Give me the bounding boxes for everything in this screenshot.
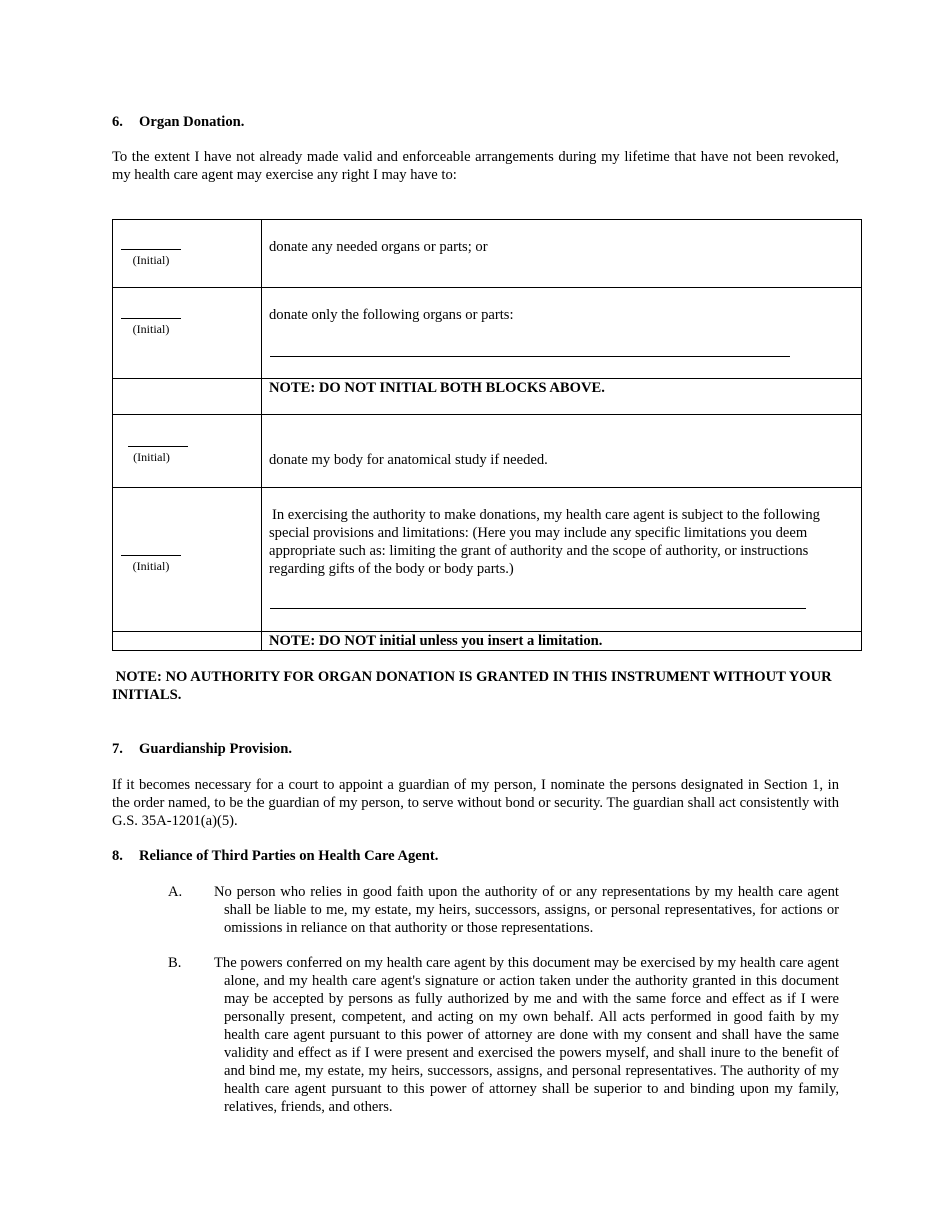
initial-cell-donate-any[interactable] <box>113 220 262 288</box>
section-8-item-b <box>168 954 839 1116</box>
initial-label: (Initial) <box>132 559 170 573</box>
item-b-text: The powers conferred on my health care agent by this document may be exercised by my health care agent alone, and my health care agent's signature or action taken under the authority granted in this document may be accepted by persons as fully authorized by me and with the same force and effect as if I were personally present, competent, and acting on my own behalf. All acts performed in good faith by my health care agent pursuant to this power of attorney are done with my consent and shall have the same validity and effect as if I were present and exercised the powers myself, and shall inure to the benefit of and bind me, my estate, my heirs, successors, assigns, and personal representatives. The authority of my health care agent pursuant to this power of attorney shall be superior to and binding upon my family, relatives, friends, and others. <box>214 955 839 1115</box>
note-limitation-text: NOTE: DO NOT initial unless you insert a limitation. <box>269 633 603 649</box>
initial-cell-limitations[interactable] <box>113 488 262 632</box>
section-6-number: 6. <box>112 114 123 130</box>
text-cell-note-both <box>262 379 862 415</box>
initial-cell-donate-only[interactable] <box>113 288 262 379</box>
initial-field[interactable] <box>121 555 181 573</box>
text-cell-donate-any <box>262 220 862 288</box>
row-donate-body <box>113 415 862 488</box>
organ-donation-warning-text: NOTE: NO AUTHORITY FOR ORGAN DONATION IS GRANTED IN THIS INSTRUMENT WITHOUT YOUR INITIALS. <box>112 669 832 703</box>
row-note-both <box>113 379 862 415</box>
initial-label: (Initial) <box>133 450 170 464</box>
empty-cell <box>113 632 262 651</box>
section-6-intro: To the extent I have not already made valid and enforceable arrangements during my lifetime that have not been revoked, my health care agent may exercise any right I may have to: <box>112 149 839 183</box>
text-cell-donate-only <box>262 288 862 379</box>
initial-field[interactable] <box>121 318 181 336</box>
limitations-text: In exercising the authority to make donations, my health care agent is subject to the following special provisions and limitations: (Here you may include any specific limitations you deem appropriate such as: limiting the grant of authority and the scope of authority, or instructions regarding gifts of the body or body parts.) <box>269 507 820 577</box>
initial-label: (Initial) <box>132 322 170 336</box>
donate-body-text: donate my body for anatomical study if needed. <box>269 452 548 468</box>
section-8-number: 8. <box>112 848 123 864</box>
initial-label: (Initial) <box>132 253 170 267</box>
row-note-limitation <box>113 632 862 651</box>
donate-only-text: donate only the following organs or parts: <box>269 307 514 323</box>
initial-cell-donate-body[interactable] <box>113 415 262 488</box>
section-8-item-a <box>168 883 839 937</box>
initial-field[interactable] <box>121 249 181 267</box>
text-cell-limitations <box>262 488 862 632</box>
section-7-title: Guardianship Provision. <box>139 741 293 757</box>
item-b-marker: B. <box>168 955 182 971</box>
text-cell-note-limitation <box>262 632 862 651</box>
section-7-number: 7. <box>112 741 123 757</box>
section-7-body: If it becomes necessary for a court to appoint a guardian of my person, I nominate the persons designated in Section 1, in the order named, to be the guardian of my person, to serve without bond or security. The guardian shall act consistently with G.S. 35A-1201(a)(5). <box>112 777 839 829</box>
empty-cell <box>113 379 262 415</box>
row-donate-any <box>113 220 862 288</box>
section-8-heading <box>112 847 438 865</box>
text-cell-donate-body <box>262 415 862 488</box>
limitations-fill-line[interactable] <box>270 608 806 609</box>
organ-donation-warning <box>112 668 852 704</box>
row-limitations <box>113 488 862 632</box>
initial-field[interactable] <box>128 446 188 464</box>
section-8-title: Reliance of Third Parties on Health Care Agent. <box>139 848 439 864</box>
item-a-marker: A. <box>168 884 183 900</box>
organs-parts-fill-line[interactable] <box>270 356 790 357</box>
donate-any-text: donate any needed organs or parts; or <box>269 239 488 255</box>
row-donate-only <box>113 288 862 379</box>
organ-donation-table <box>112 219 862 651</box>
note-both-text: NOTE: DO NOT INITIAL BOTH BLOCKS ABOVE. <box>269 380 605 396</box>
section-6-title: Organ Donation. <box>139 114 245 130</box>
section-6-heading <box>112 113 244 131</box>
section-7-heading <box>112 740 292 758</box>
item-a-text: No person who relies in good faith upon the authority of or any representations by my health care agent shall be liable to me, my estate, my heirs, successors, assigns, or personal representatives, for actions or omissions in reliance on that authority or those representations. <box>214 884 839 936</box>
